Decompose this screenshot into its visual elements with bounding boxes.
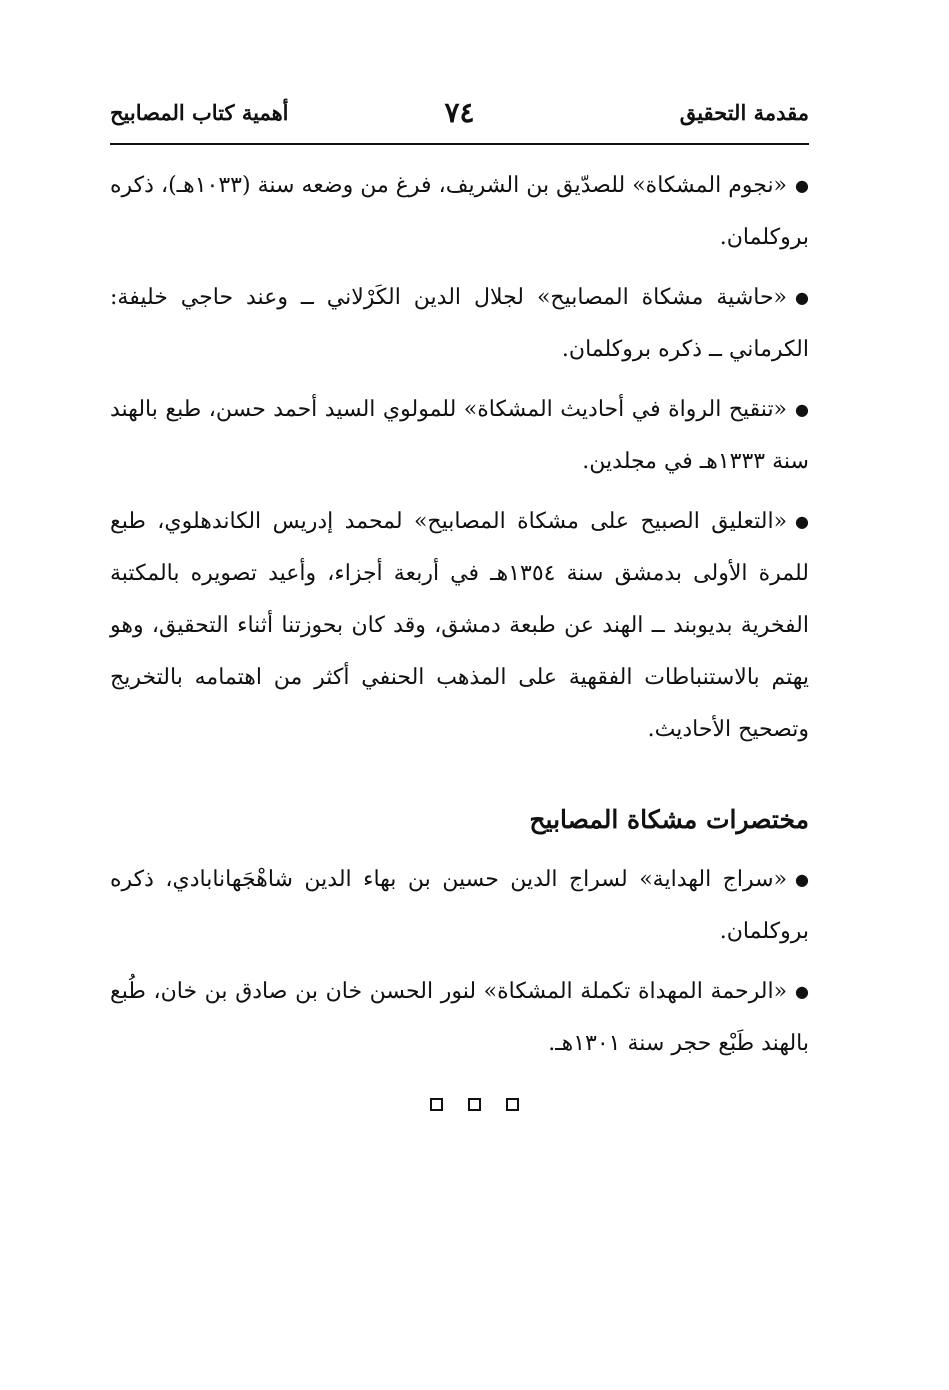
header-rule bbox=[110, 143, 809, 145]
list-item-text: «نجوم المشكاة» للصدّيق بن الشريف، فرغ من وضعه سنة (١٠٣٣هـ)، ذكره بروكلمان. bbox=[110, 173, 809, 250]
list-item bbox=[110, 160, 809, 264]
list-item-text: «سراج الهداية» لسراج الدين حسين بن بهاء الدين شاهْجَهانابادي، ذكره بروكلمان. bbox=[110, 867, 809, 944]
header-chapter-title: مقدمة التحقيق bbox=[679, 100, 809, 125]
page-header bbox=[110, 96, 809, 136]
square-ornament-icon bbox=[430, 1098, 443, 1111]
bullet-icon: ● bbox=[795, 400, 809, 419]
square-ornament-icon bbox=[506, 1098, 519, 1111]
page-body bbox=[110, 160, 809, 1078]
list-item bbox=[110, 854, 809, 958]
list-item-text: «التعليق الصبيح على مشكاة المصابيح» لمحمد إدريس الكاندهلوي، طبع للمرة الأولى بدمشق سنة ١٣٥٤هـ في أربعة أجزاء، وأعيد تصويره بالمكتبة الفخرية بديوبند ــ الهند عن طبعة دمشق، وقد كان بحوزتنا أثناء التحقيق، وهو يهتم بالاستنباطات الفقهية على المذهب الحنفي أكثر من اهتمامه بالتخريج وتصحيح الأحاديث. bbox=[110, 509, 809, 742]
bullet-icon: ● bbox=[795, 870, 809, 889]
list-item bbox=[110, 384, 809, 488]
section-heading: مختصرات مشكاة المصابيح bbox=[529, 805, 809, 834]
list-item bbox=[110, 966, 809, 1070]
bullet-icon: ● bbox=[795, 288, 809, 307]
bullet-icon: ● bbox=[795, 512, 809, 531]
list-item bbox=[110, 496, 809, 756]
page-number: ٧٤ bbox=[444, 96, 475, 129]
list-item-text: «تنقيح الرواة في أحاديث المشكاة» للمولوي السيد أحمد حسن، طبع بالهند سنة ١٣٣٣هـ في مجلدين. bbox=[110, 397, 809, 474]
section-end-ornament bbox=[0, 1096, 949, 1115]
header-section-title: أهمية كتاب المصابيح bbox=[110, 100, 289, 125]
list-item-text: «حاشية مشكاة المصابيح» لجلال الدين الكَرْلاني ــ وعند حاجي خليفة: الكرماني ــ ذكره بروكلمان. bbox=[110, 285, 809, 362]
square-ornament-icon bbox=[468, 1098, 481, 1111]
bullet-icon: ● bbox=[795, 176, 809, 195]
list-item-text: «الرحمة المهداة تكملة المشكاة» لنور الحسن خان بن صادق بن خان، طُبع بالهند طَبْع حجر سنة ١٣٠١هـ. bbox=[110, 979, 809, 1056]
bullet-icon: ● bbox=[795, 982, 809, 1001]
list-item bbox=[110, 272, 809, 376]
